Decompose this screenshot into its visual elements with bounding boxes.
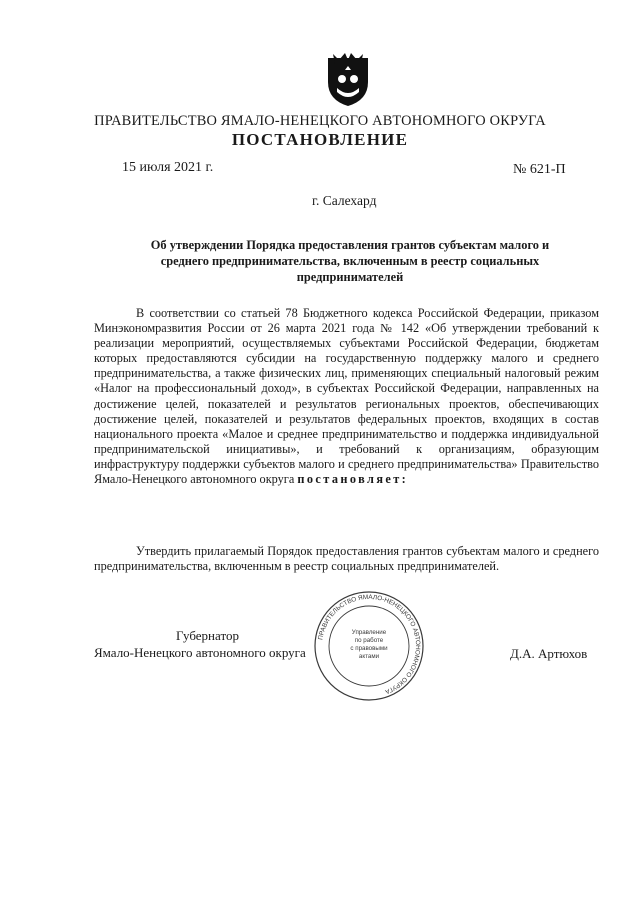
svg-text:ПРАВИТЕЛЬСТВО ЯМАЛО-НЕНЕЦКОГО: ПРАВИТЕЛЬСТВО ЯМАЛО-НЕНЕЦКОГО АВТОНОМНОГО ОКРУГА [317,593,422,695]
organization-name: ПРАВИТЕЛЬСТВО ЯМАЛО-НЕНЕЦКОГО АВТОНОМНОГО ОКРУГА [94,113,546,129]
svg-text:по работе: по работе [354,637,384,644]
svg-text:актами: актами [358,653,380,660]
document-type: ПОСТАНОВЛЕНИЕ [231,130,409,149]
paragraph-1-text: В соответствии со статьей 78 Бюджетного кодекса Российской Федерации, приказом Минэкономразвития России от 26 марта 2021 года № 142 «Об утверждении требований к реализации мероприятий, осуществляемых субъектами Российской Федерации, бюджетам которых предоставляются субсидии на государственную поддержку малого и среднего предпринимательства, а также физических лиц, применяющих специальный налоговый режим «Налог на профессиональный доход», в субъектах Российской Федерации, направленных на достижение целей, показателей и результатов региональных проектов, обеспечивающих достижение целей, показателей и результатов федеральных проектов, входящих в состав национального проекта «Малое и среднее предпринимательство и поддержка индивидуальной предпринимательской инициативы», и требований к организациям, образующим инфраструктуру поддержки субъектов малого и среднего предпринимательства» Правительство Ямало-Ненецкого автономного округа [94,306,599,487]
body-paragraph-1 [94,306,599,487]
document-title: Об утверждении Порядка предоставления грантов субъектам малого и среднего предпринимательства, включенным в реестр социальных предпринимателей [150,238,550,284]
body-paragraph-2: Утвердить прилагаемый Порядок предоставления грантов субъектам малого и среднего предпринимательства, включенным в реестр социальных предпринимателей. [94,544,599,574]
official-stamp-seal [313,590,425,702]
resolves-word: постановляет: [297,472,409,487]
signatory-name: Д.А. Артюхов [510,646,588,661]
document-number: № 621-П [513,162,566,177]
svg-text:Управление: Управление [351,629,387,636]
signatory-organization: Ямало-Ненецкого автономного округа [94,645,306,660]
coat-of-arms-emblem [325,52,371,108]
svg-text:с правовыми: с правовыми [350,645,388,652]
document-city: г. Салехард [312,193,377,208]
signatory-role: Губернатор [176,628,239,643]
document-date: 15 июля 2021 г. [122,160,214,175]
